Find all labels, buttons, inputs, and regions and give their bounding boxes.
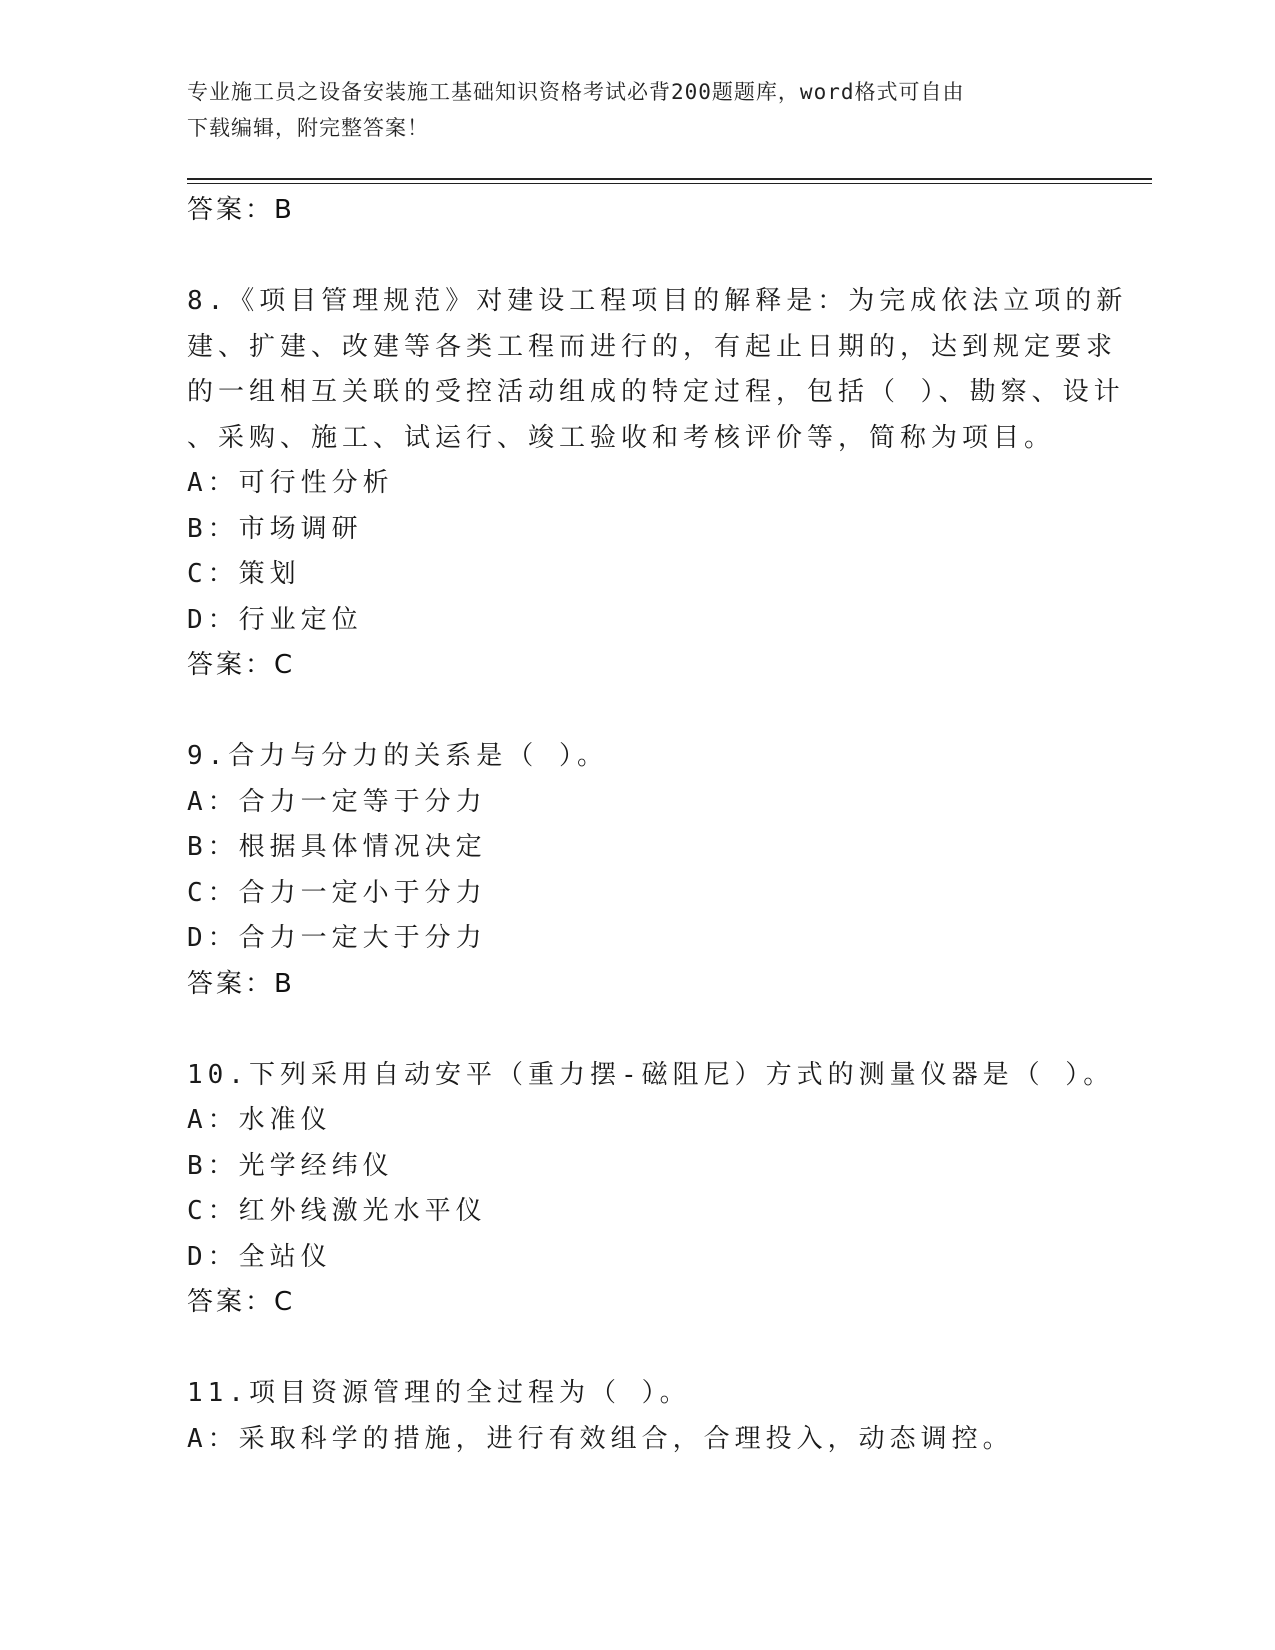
option-b: B：光学经纬仪 [187,1150,394,1181]
question-stem-line: 9.合力与分力的关系是（ ）。 [187,741,608,771]
spacer [187,1326,1087,1372]
answer: 答案：C [187,650,296,680]
option-c: C：合力一定小于分力 [187,877,487,908]
answer: 答案：C [187,1287,296,1317]
option-c: C：策划 [187,559,301,589]
spacer [187,1007,1087,1053]
question-11 [187,1371,1087,1462]
header-line-1: 专业施工员之设备安装施工基础知识资格考试必背200题题库，word格式可自由 [187,80,965,104]
option-b: B：根据具体情况决定 [187,832,487,862]
spacer [187,234,1087,280]
option-b: B：市场调研 [187,513,363,544]
question-9 [187,734,1087,1007]
option-a: A：合力一定等于分力 [187,786,487,817]
option-d: D：合力一定大于分力 [187,923,487,953]
header-rule-thin [187,183,1152,184]
question-stem-line: 的一组相互关联的受控活动组成的特定过程，包括（ ）、勘察、设计 [187,377,1125,407]
option-a: A：水准仪 [187,1105,332,1135]
question-stem-line: 8.《项目管理规范》对建设工程项目的解释是：为完成依法立项的新 [187,286,1128,316]
question-stem-line: 、采购、施工、试运行、竣工验收和考核评价等，简称为项目。 [187,422,1056,453]
option-d: D：行业定位 [187,604,363,635]
option-c: C：红外线激光水平仪 [187,1196,487,1226]
previous-answer: 答案：B [187,195,295,225]
spacer [187,689,1087,735]
option-a: A：可行性分析 [187,468,394,498]
option-a: A：采取科学的措施，进行有效组合，合理投入，动态调控。 [187,1423,1014,1454]
header-rule-thick [187,178,1152,180]
question-stem-line: 11.项目资源管理的全过程为（ ）。 [187,1378,691,1408]
option-d: D：全站仪 [187,1241,332,1272]
header-line-2: 下载编辑，附完整答案！ [187,116,429,140]
question-stem-line: 10.下列采用自动安平（重力摆-磁阻尼）方式的测量仪器是（ ）。 [187,1059,1115,1090]
question-10 [187,1053,1115,1326]
page-header [187,74,1067,146]
question-stem-line: 建、扩建、改建等各类工程而进行的，有起止日期的，达到规定要求 [187,331,1118,362]
answer: 答案：B [187,968,295,999]
question-list [187,188,1128,1462]
question-8 [187,279,1128,689]
